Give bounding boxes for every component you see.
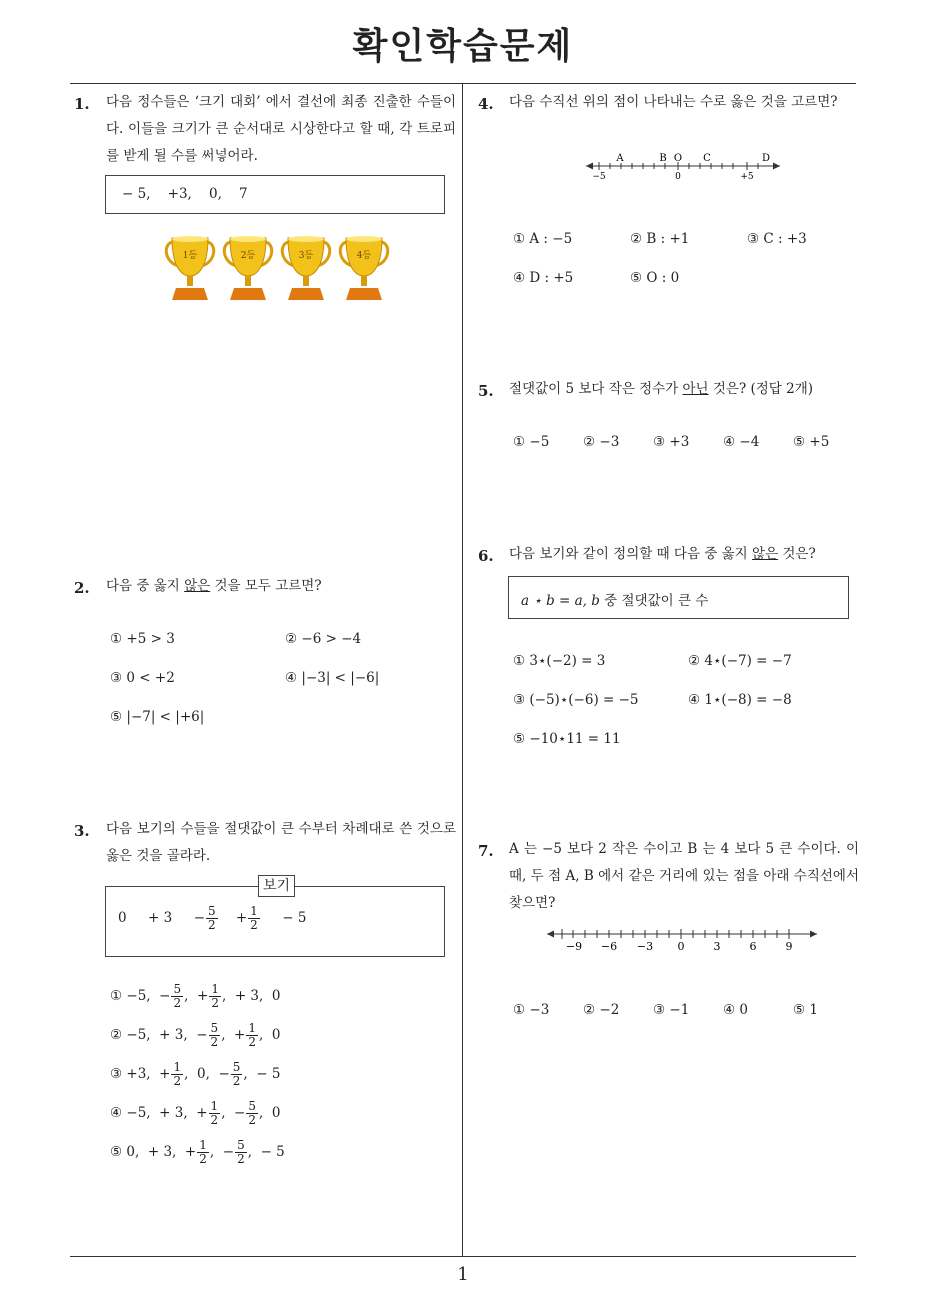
question-3-box	[105, 878, 445, 957]
question-1-text: 다음 정수들은 ‘크기 대회’ 에서 결선에 최종 진출한 수들이다. 이들을 크기가 큰 순서대로 시상한다고 할 때, 각 트로피를 받게 될 수를 써넣어라.	[106, 94, 456, 164]
tick-label: −5	[592, 172, 606, 182]
question-2-number: 2.	[74, 579, 90, 597]
point-label-c: C	[703, 153, 711, 164]
trophy-label: 2등	[240, 251, 256, 261]
tick-label: −9	[565, 940, 583, 953]
question-2-option-5[interactable]: ⑤ |−7| < |+6|	[110, 709, 205, 725]
question-2-option-3[interactable]: ③ 0 < +2	[110, 670, 175, 686]
tick-label: 3	[713, 940, 721, 953]
tick-label: +5	[740, 172, 754, 182]
trophy-icon	[336, 234, 392, 306]
trophy-label: 4등	[356, 251, 372, 261]
question-2-text: 다음 중 옳지 않은 것을 모두 고르면?	[106, 578, 322, 594]
column-divider	[462, 84, 463, 1256]
question-7-option-1[interactable]: ① −3	[513, 1002, 550, 1018]
trophy-icon	[278, 234, 334, 306]
question-4-number-line	[582, 150, 786, 188]
question-5-option-4[interactable]: ④ −4	[723, 434, 760, 450]
question-3-text: 다음 보기의 수들을 절댓값이 큰 수부터 차례대로 쓴 것으로 옳은 것을 골라라.	[106, 821, 456, 864]
question-6-option-5[interactable]: ⑤ −10⋆11 = 11	[513, 731, 621, 747]
question-3-box-values: 0 + 3 − $\frac{5}{2}$ + $\frac{1}{2}$ − 5	[118, 904, 307, 932]
trophy-label: 1등	[182, 251, 198, 261]
question-6-number: 6.	[478, 547, 494, 565]
question-1-box-text: − 5, +3, 0, 7	[122, 186, 248, 202]
question-6-option-2[interactable]: ② 4⋆(−7) = −7	[688, 653, 792, 669]
question-6-box	[508, 576, 849, 619]
question-7-option-4[interactable]: ④ 0	[723, 1002, 748, 1018]
question-7-text: A 는 −5 보다 2 작은 수이고 B 는 4 보다 5 큰 수이다. 이때, 두 점 A, B 에서 같은 거리에 있는 점을 아래 수직선에서 찾으면?	[509, 841, 859, 911]
question-2-option-2[interactable]: ② −6 > −4	[285, 631, 362, 647]
question-7-number: 7.	[478, 842, 494, 860]
trophy-label: 3등	[298, 251, 314, 261]
question-4-option-3[interactable]: ③ C : +3	[747, 231, 807, 247]
question-7-option-3[interactable]: ③ −1	[653, 1002, 690, 1018]
trophy-row	[162, 234, 394, 304]
point-label-d: D	[761, 153, 771, 164]
question-5-option-2[interactable]: ② −3	[583, 434, 620, 450]
question-4-option-4[interactable]: ④ D : +5	[513, 270, 574, 286]
question-5-text: 절댓값이 5 보다 작은 정수가 아닌 것은? (정답 2개)	[509, 381, 814, 397]
question-4-option-1[interactable]: ① A : −5	[513, 231, 573, 247]
question-5-number: 5.	[478, 382, 494, 400]
bogi-label: 보기	[258, 875, 295, 897]
question-1-number: 1.	[74, 95, 90, 113]
trophy-icon	[162, 234, 218, 306]
tick-label: −3	[636, 940, 654, 953]
question-4-text: 다음 수직선 위의 점이 나타내는 수로 옳은 것을 고르면?	[509, 94, 838, 110]
footer-rule	[70, 1256, 856, 1257]
question-7-number-line	[545, 922, 821, 960]
tick-label: 9	[785, 940, 793, 953]
question-5-option-5[interactable]: ⑤ +5	[793, 434, 830, 450]
trophy-icon	[220, 234, 276, 306]
question-6-definition: a ⋆ b = a, b 중 절댓값이 큰 수	[521, 593, 709, 609]
question-7-option-2[interactable]: ② −2	[583, 1002, 620, 1018]
question-5-option-1[interactable]: ① −5	[513, 434, 550, 450]
question-4-option-5[interactable]: ⑤ O : 0	[630, 270, 680, 286]
question-3-option-1[interactable]: ① −5, − $\frac{5}{2}$ , + $\frac{1}{2}$ , + 3, 0	[110, 982, 281, 1010]
tick-label: −6	[600, 940, 618, 953]
point-label-o: O	[673, 153, 683, 164]
point-label-b: B	[659, 153, 667, 164]
question-2-option-4[interactable]: ④ |−3| < |−6|	[285, 670, 380, 686]
tick-label: 0	[675, 172, 681, 182]
question-4-option-2[interactable]: ② B : +1	[630, 231, 690, 247]
question-6-option-3[interactable]: ③ (−5)⋆(−6) = −5	[513, 692, 639, 708]
question-2-option-1[interactable]: ① +5 > 3	[110, 631, 175, 647]
question-3-number: 3.	[74, 822, 90, 840]
header-rule	[70, 83, 856, 84]
page-title: 확인학습문제	[352, 26, 574, 67]
question-6-option-1[interactable]: ① 3⋆(−2) = 3	[513, 653, 606, 669]
question-3-option-2[interactable]: ② −5, + 3, − $\frac{5}{2}$ , + $\frac{1}{2}$ , 0	[110, 1021, 281, 1049]
question-6-option-4[interactable]: ④ 1⋆(−8) = −8	[688, 692, 792, 708]
question-7-option-5[interactable]: ⑤ 1	[793, 1002, 818, 1018]
tick-label: 0	[677, 940, 685, 953]
question-4-number: 4.	[478, 95, 494, 113]
question-5-option-3[interactable]: ③ +3	[653, 434, 690, 450]
question-3-option-5[interactable]: ⑤ 0, + 3, + $\frac{1}{2}$ , − $\frac{5}{2}$ , − 5	[110, 1138, 285, 1166]
page-number: 1	[457, 1264, 469, 1285]
question-3-option-3[interactable]: ③ +3, + $\frac{1}{2}$ , 0, − $\frac{5}{2}$ , − 5	[110, 1060, 281, 1088]
question-6-text: 다음 보기와 같이 정의할 때 다음 중 옳지 않은 것은?	[509, 546, 816, 562]
question-1-box	[105, 175, 445, 214]
tick-label: 6	[749, 940, 757, 953]
point-label-a: A	[616, 153, 624, 164]
question-3-option-4[interactable]: ④ −5, + 3, + $\frac{1}{2}$ , − $\frac{5}{2}$ , 0	[110, 1099, 281, 1127]
